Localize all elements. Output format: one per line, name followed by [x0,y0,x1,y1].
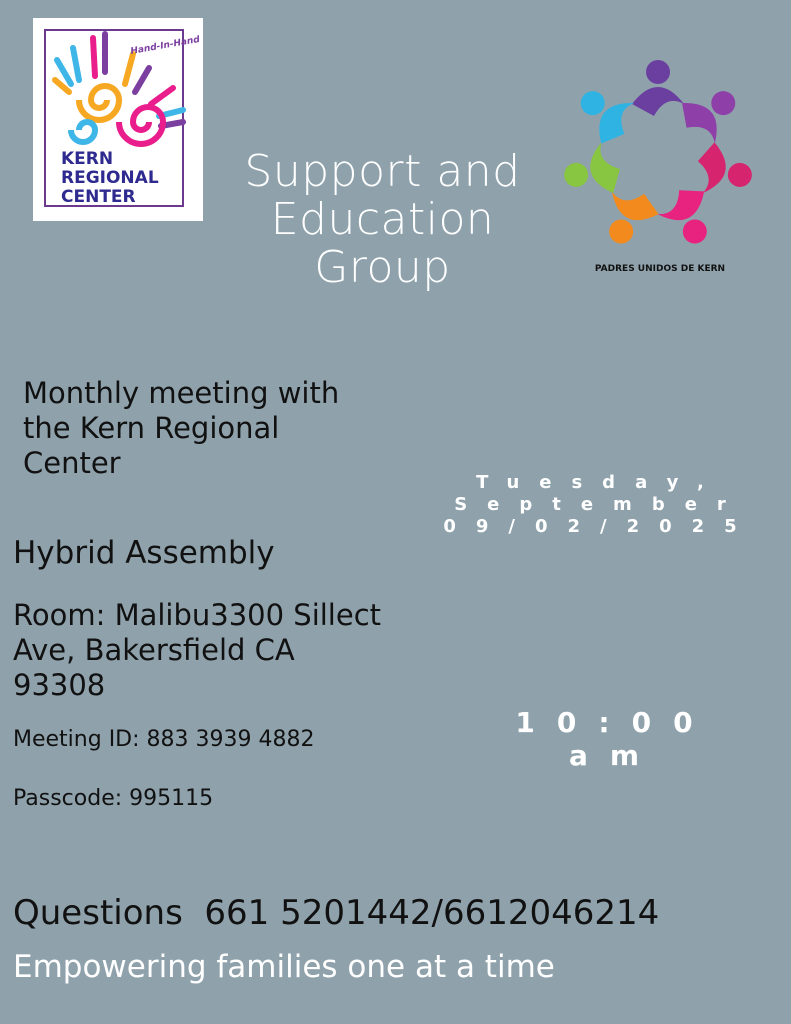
title-line-2: Education [270,194,495,245]
room-address [13,598,433,703]
title-line-1: Support and [244,146,521,197]
kern-regional-center-logo [33,18,203,221]
monthly-line-2: the Kern Regional [23,411,280,445]
logo-line-2: REGIONAL [61,168,159,188]
meeting-date [424,472,776,538]
time-meridiem: am [568,739,662,772]
date-numeric: 09/02/2025 [443,516,757,537]
person-figure [652,181,723,254]
page-title [210,148,555,292]
monthly-line-3: Center [23,446,121,480]
logo-tagline: Hand-In-Hand [129,34,201,57]
meeting-id: Meeting ID: 883 3939 4882 [13,727,315,752]
room-line-3: 93308 [13,668,106,702]
date-weekday: Tuesday, [476,472,724,493]
meeting-description [23,376,403,481]
person-figure [632,60,684,116]
questions-phone: Questions 661 5201442/6612046214 [13,893,660,933]
room-line-2: Ave, Bakersfield CA [13,633,295,667]
title-line-3: Group [314,242,451,293]
people-circle-icon [556,58,764,278]
time-clock: 10:00 [515,706,715,739]
person-figure [567,75,643,151]
logo-line-1: KERN [61,149,114,169]
monthly-line-1: Monthly meeting with [23,376,340,410]
padres-unidos-logo [556,58,764,278]
padres-caption: PADRES UNIDOS DE KERN [594,264,726,274]
passcode: Passcode: 995115 [13,786,214,811]
person-figure [559,140,625,203]
hybrid-assembly-label: Hybrid Assembly [13,535,275,571]
meeting-time [470,706,760,772]
person-figure [593,181,664,254]
tagline: Empowering families one at a time [13,949,555,985]
room-line-1: Room: Malibu3300 Sillect [13,598,382,632]
person-figure [673,75,749,151]
logo-line-3: CENTER [61,187,136,207]
hand-in-hand-icon [33,18,203,221]
date-month: September [454,494,746,515]
